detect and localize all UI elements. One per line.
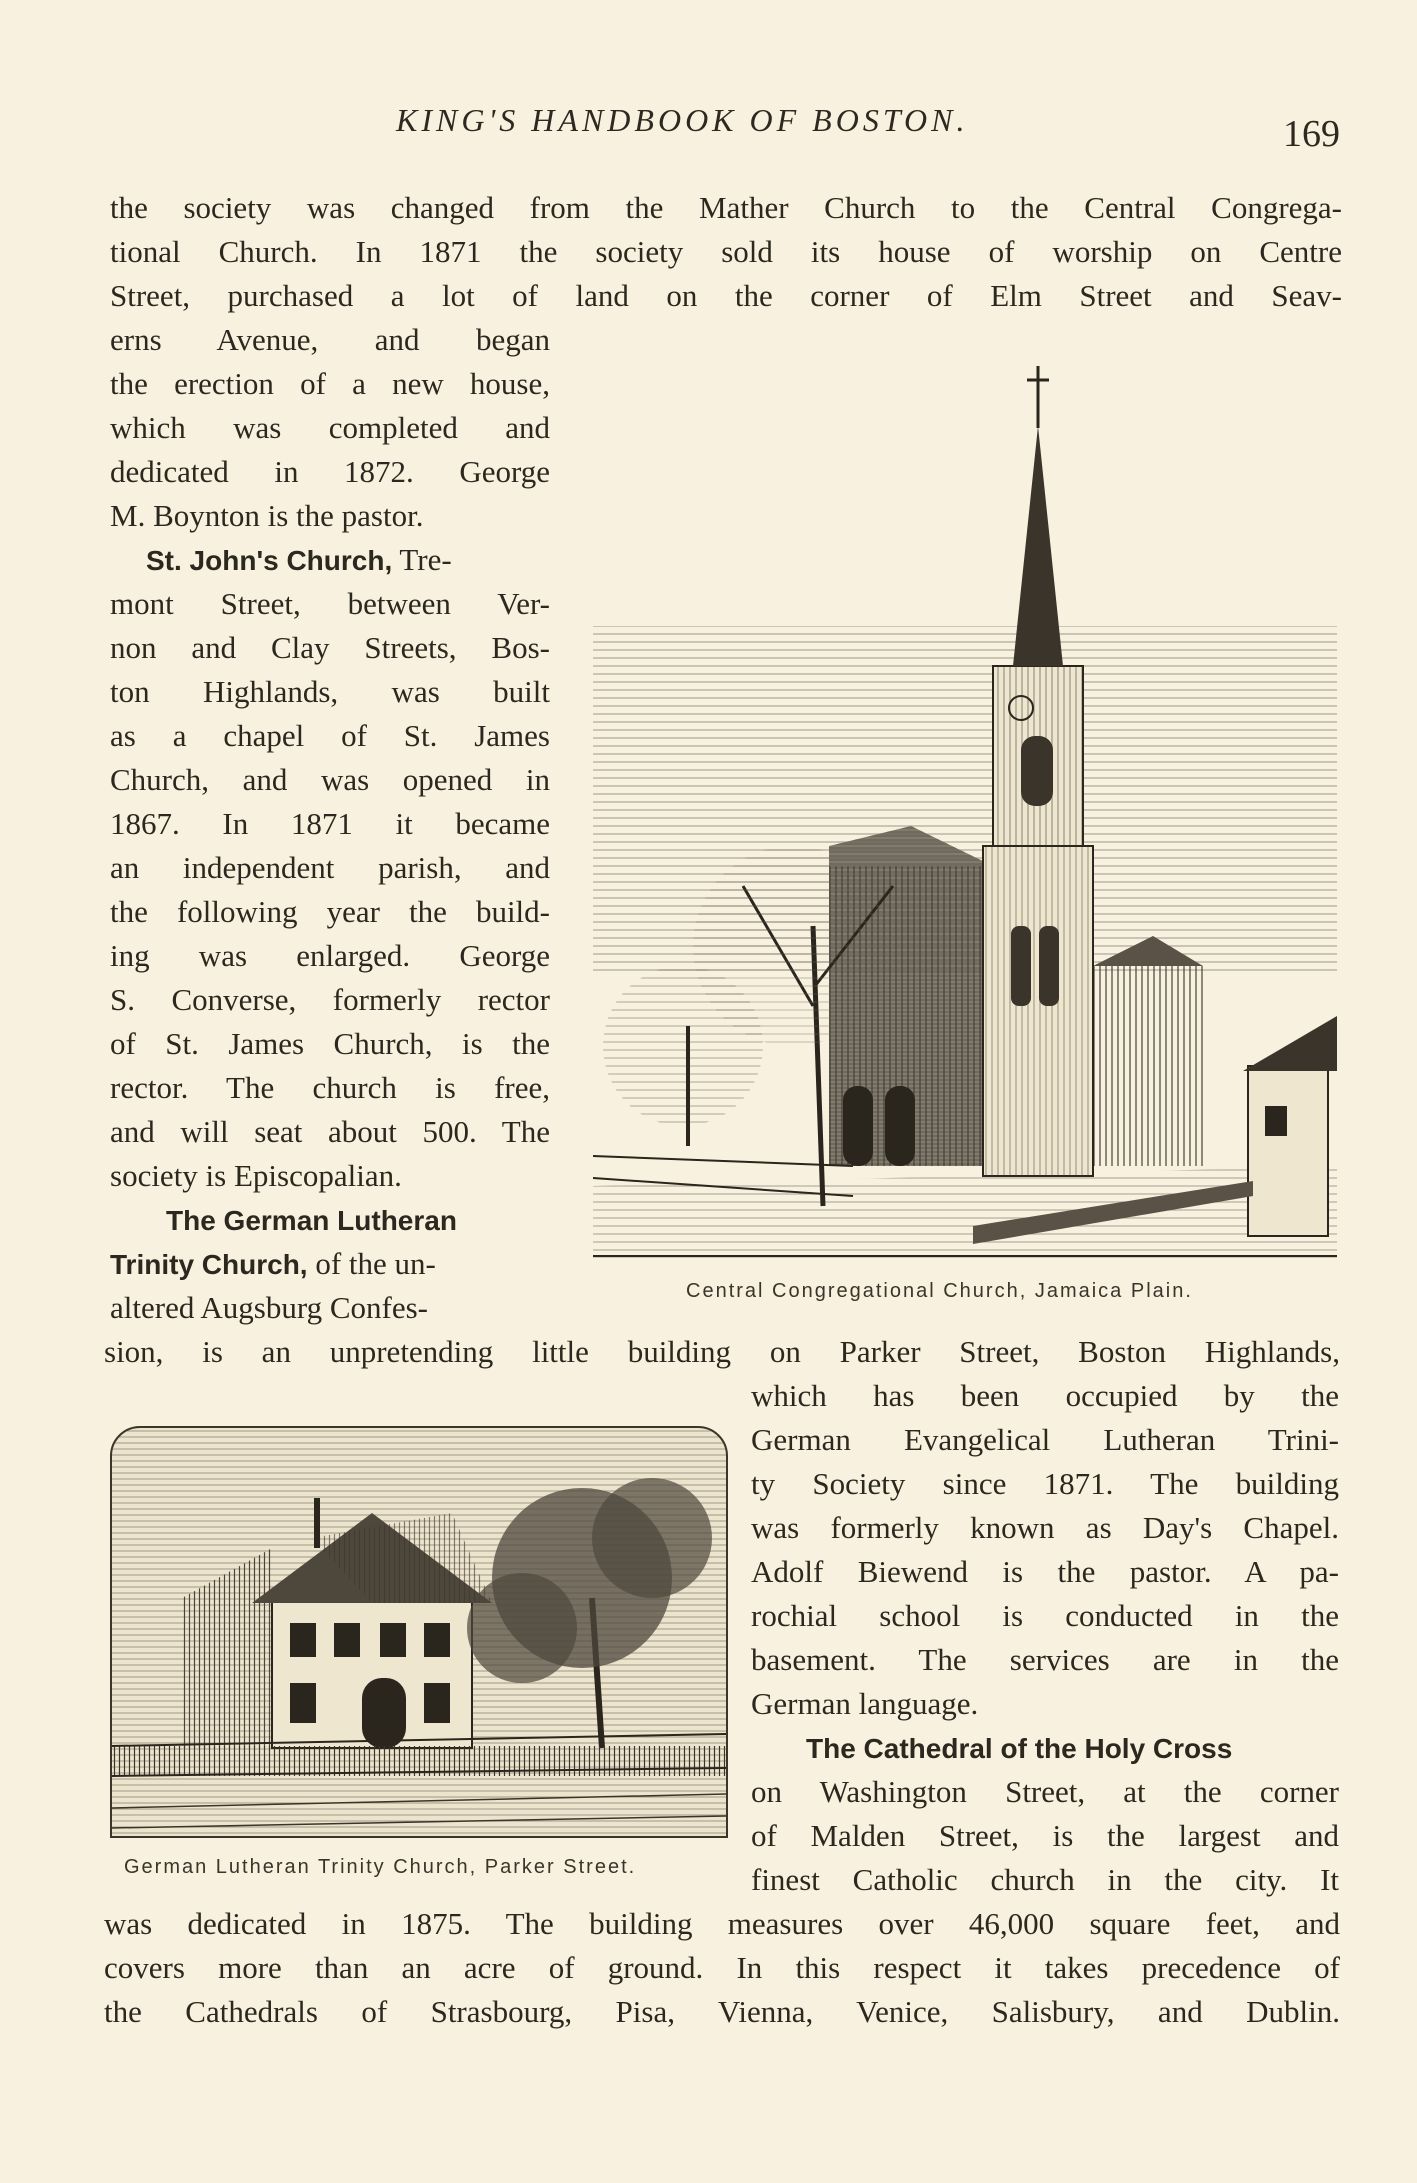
text-line: society is Episcopalian. [110,1158,402,1193]
church-heading: The German Lutheran [166,1205,457,1236]
text-line: mont Street, between Ver- [110,586,550,621]
text-line: Adolf Biewend is the pastor. A pa- [751,1554,1339,1589]
text-line-with-heading [806,1726,1232,1771]
text-line: ty Society since 1871. The building [751,1466,1339,1501]
text-line-with-heading [146,538,452,583]
text-line: the erection of a new house, [110,366,550,401]
text-line: Church, and was opened in [110,762,550,797]
central-church-drawing [593,366,1337,1258]
text-line: ton Highlands, was built [110,674,550,709]
church-heading: The Cathedral of the Holy Cross [806,1733,1233,1764]
text-line: altered Augsburg Confes- [110,1290,428,1325]
text-line: M. Boynton is the pastor. [110,498,424,533]
text-line-with-heading [166,1198,457,1243]
german-church-drawing [112,1428,726,1836]
page-number: 169 [1283,113,1340,155]
text-line: 1867. In 1871 it became [110,806,550,841]
text-line-with-heading [110,1242,436,1287]
text-line: ing was enlarged. George [110,938,550,973]
text-line: the society was changed from the Mather Church to the Central Congrega- [110,190,1342,225]
text-line: which has been occupied by the [751,1378,1339,1413]
text-line: and will seat about 500. The [110,1114,550,1149]
text-line: of St. James Church, is the [110,1026,550,1061]
text-line: the following year the build- [110,894,550,929]
text-line: German Evangelical Lutheran Trini- [751,1422,1339,1457]
text-line: as a chapel of St. James [110,718,550,753]
text-line: of Malden Street, is the largest and [751,1818,1339,1853]
running-head: KING'S HANDBOOK OF BOSTON. [396,102,969,138]
text-line: erns Avenue, and began [110,322,550,357]
text-line: dedicated in 1872. George [110,454,550,489]
text-line: was dedicated in 1875. The building measures over 46,000 square feet, and [104,1906,1340,1941]
german-church-illustration [110,1426,728,1838]
figure-caption-german-church: German Lutheran Trinity Church, Parker Street. [124,1856,637,1878]
text-fragment: Tre- [392,542,452,577]
church-heading: St. John's Church, [146,545,393,576]
text-fragment: of the un- [307,1246,436,1281]
text-line: an independent parish, and [110,850,550,885]
text-line: on Washington Street, at the corner [751,1774,1339,1809]
text-line: rector. The church is free, [110,1070,550,1105]
text-line: non and Clay Streets, Bos- [110,630,550,665]
text-line: rochial school is conducted in the [751,1598,1339,1633]
text-line: was formerly known as Day's Chapel. [751,1510,1339,1545]
text-line: which was completed and [110,410,550,445]
text-line: S. Converse, formerly rector [110,982,550,1017]
central-church-illustration [593,366,1337,1258]
figure-caption-central-church: Central Congregational Church, Jamaica Plain. [686,1280,1193,1302]
text-line: basement. The services are in the [751,1642,1339,1677]
text-line: Street, purchased a lot of land on the corner of Elm Street and Seav- [110,278,1342,313]
text-line: German language. [751,1686,979,1721]
text-line: covers more than an acre of ground. In this respect it takes precedence of [104,1950,1340,1985]
text-line: sion, is an unpretending little building on Parker Street, Boston Highlands, [104,1334,1340,1369]
church-heading: Trinity Church, [110,1249,308,1280]
text-line: the Cathedrals of Strasbourg, Pisa, Vienna, Venice, Salisbury, and Dublin. [104,1994,1340,2029]
text-line: tional Church. In 1871 the society sold its house of worship on Centre [110,234,1342,269]
text-line: finest Catholic church in the city. It [751,1862,1339,1897]
